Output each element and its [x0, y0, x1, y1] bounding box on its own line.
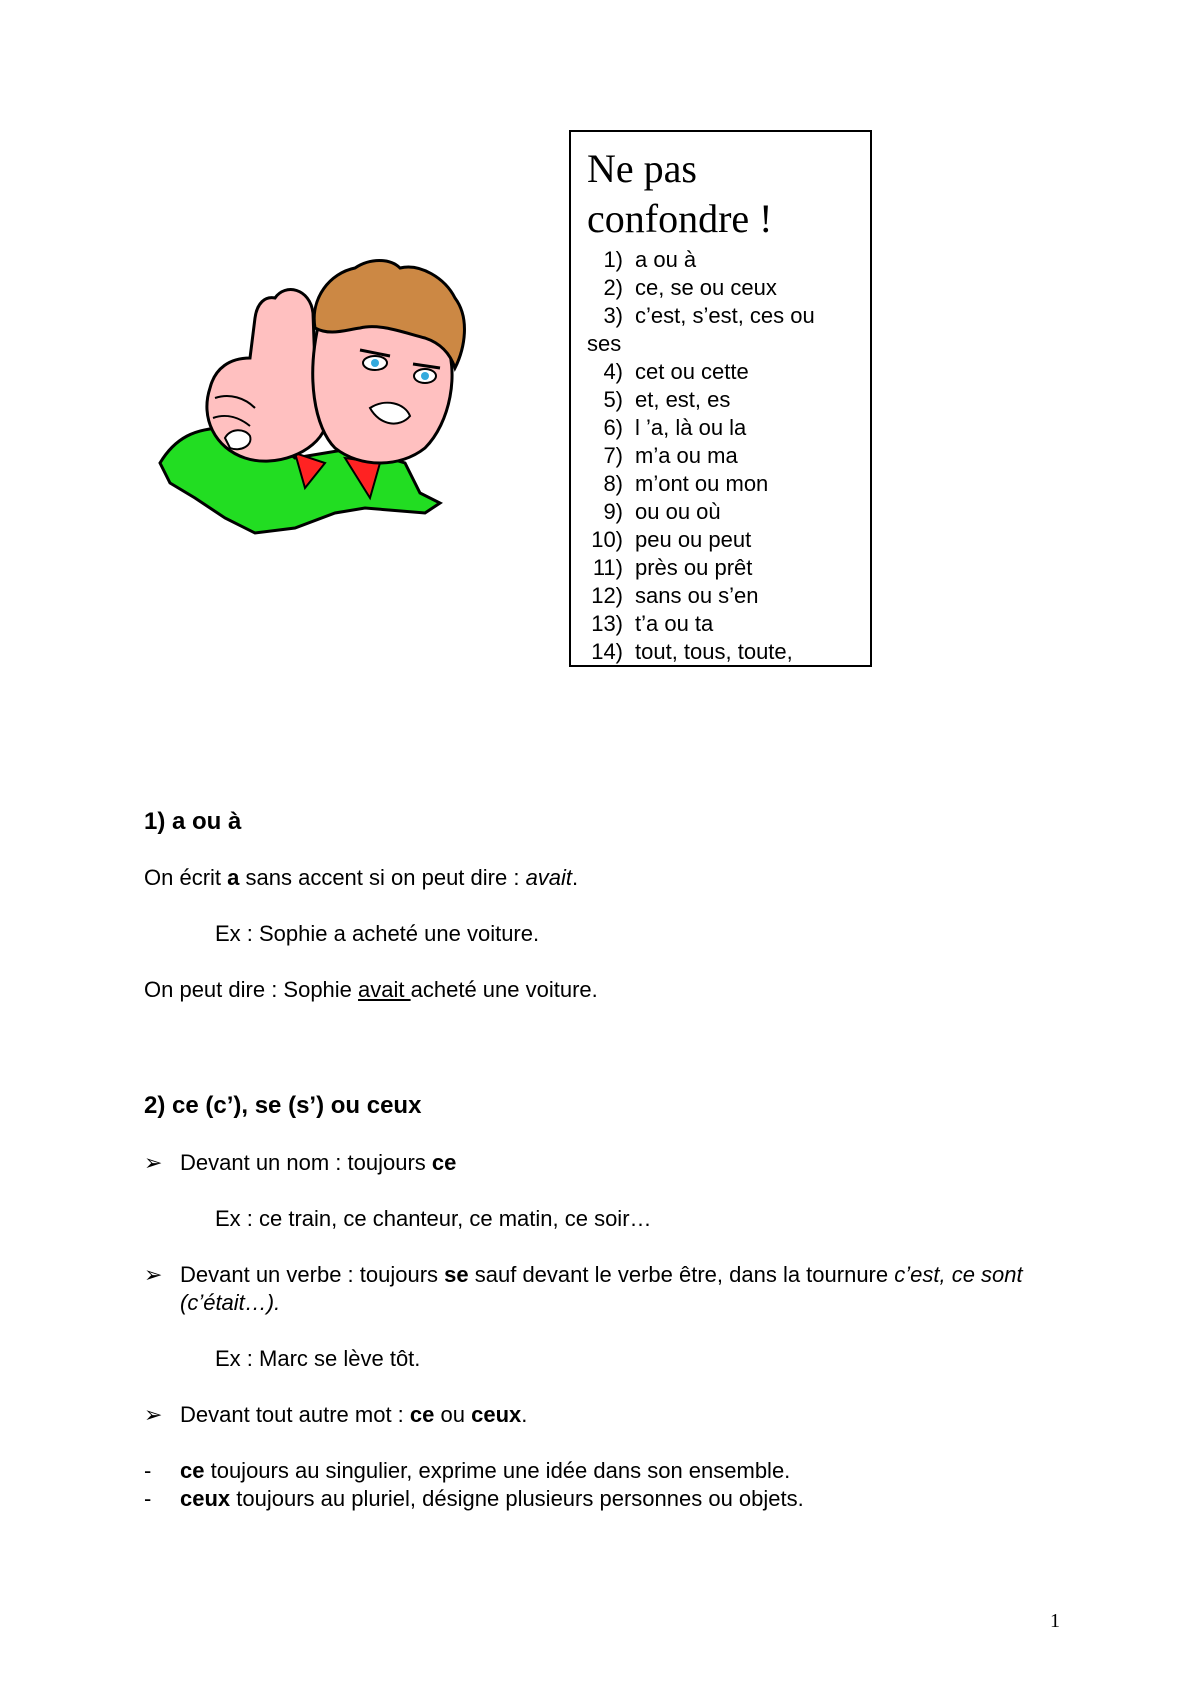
list-number: 8)	[603, 471, 623, 496]
list-text: m’a ou ma	[635, 443, 738, 468]
summary-list-item	[587, 386, 855, 414]
list-number: 12)	[591, 583, 623, 608]
arrow-bullet-icon: ➢	[144, 1402, 163, 1427]
list-text: et, est, es	[635, 387, 731, 412]
dash-bold: ce	[180, 1458, 205, 1483]
rule-italic-avait: avait	[525, 865, 573, 890]
summary-list-item	[587, 414, 855, 442]
summary-list-item	[587, 638, 855, 666]
bullet-text: Devant tout autre mot :	[180, 1402, 410, 1427]
list-number: 4)	[603, 359, 623, 384]
summary-list-item	[587, 358, 855, 386]
summary-list-item	[587, 582, 855, 610]
list-text: ou ou où	[635, 499, 721, 524]
list-number: 13)	[591, 611, 623, 636]
pointing-man-illustration	[155, 258, 515, 558]
rule-text: .	[572, 865, 579, 890]
list-text: peu ou peut	[635, 527, 752, 552]
summary-list	[587, 246, 855, 666]
list-text: c’est, s’est, ces ou ses	[587, 303, 815, 356]
list-number: 14)	[591, 639, 623, 664]
dash-bold: ceux	[180, 1486, 231, 1511]
bullet-bold: ce	[409, 1402, 435, 1427]
list-number: 9)	[603, 499, 623, 524]
example-noun: Ex : ce train, ce chanteur, ce matin, ce soir…	[215, 1206, 652, 1231]
list-text: l ’a, là ou la	[635, 415, 747, 440]
rule-bold-a: a	[227, 865, 240, 890]
list-number: 2)	[603, 275, 623, 300]
summary-list-item	[587, 302, 855, 358]
summary-list-item	[587, 274, 855, 302]
list-text: m’ont ou mon	[635, 471, 769, 496]
bullet-italic: c’est, ce sont (c’était…).	[180, 1262, 1023, 1315]
arrow-bullet-icon: ➢	[144, 1150, 163, 1175]
summary-list-item	[587, 246, 855, 274]
list-text: cet ou cette	[635, 359, 749, 384]
dash-bullet: -	[144, 1486, 152, 1511]
list-number: 5)	[603, 387, 623, 412]
bullet-other	[180, 1401, 1080, 1429]
bullet-bold: se	[444, 1262, 469, 1287]
paraphrase-text: On peut dire : Sophie	[144, 977, 359, 1002]
example-verb: Ex : Marc se lève tôt.	[215, 1346, 421, 1371]
summary-list-item	[587, 442, 855, 470]
bullet-bold: ceux	[471, 1402, 522, 1427]
page-number: 1	[1050, 1610, 1060, 1632]
bullet-verb	[180, 1261, 1080, 1317]
list-number: 11)	[592, 555, 623, 580]
list-number: 7)	[603, 443, 623, 468]
list-text: près ou prêt	[635, 555, 753, 580]
summary-list-item	[587, 470, 855, 498]
list-number: 6)	[603, 415, 623, 440]
dash-item-ceux	[180, 1485, 1080, 1513]
list-text: sans ou s’en	[635, 583, 759, 608]
paraphrase-underlined: avait	[358, 977, 411, 1002]
paraphrase-text: acheté une voiture.	[410, 977, 598, 1002]
summary-list-item	[587, 498, 855, 526]
dash-item-ce	[180, 1457, 1080, 1485]
section-1-paraphrase	[144, 976, 1084, 1004]
arrow-bullet-icon: ➢	[144, 1262, 163, 1287]
bullet-noun	[180, 1149, 1080, 1177]
dash-text: toujours au pluriel, désigne plusieurs personnes ou objets.	[230, 1486, 804, 1511]
list-number: 1)	[603, 247, 623, 272]
list-number: 10)	[591, 527, 623, 552]
summary-list-item	[587, 526, 855, 554]
section-2-heading: 2) ce (c’), se (s’) ou ceux	[144, 1092, 422, 1119]
bullet-text: ou	[434, 1402, 472, 1427]
dash-text: toujours au singulier, exprime une idée dans son ensemble.	[204, 1458, 791, 1483]
summary-box	[569, 130, 872, 667]
list-number: 3)	[603, 303, 623, 328]
list-text: a ou à	[635, 247, 697, 272]
summary-list-item	[587, 610, 855, 638]
bullet-text: Devant un verbe : toujours	[180, 1262, 445, 1287]
list-text: ce, se ou ceux	[635, 275, 777, 300]
summary-list-item	[587, 554, 855, 582]
list-text: tout, tous, toute,	[635, 639, 793, 664]
bullet-text: Devant un nom : toujours	[180, 1150, 432, 1175]
box-title: Ne pas confondre !	[587, 146, 773, 241]
bullet-text: sauf devant le verbe être, dans la tournure	[468, 1262, 895, 1287]
dash-bullet: -	[144, 1458, 152, 1483]
list-text: t’a ou ta	[635, 611, 714, 636]
section-1-example: Ex : Sophie a acheté une voiture.	[215, 921, 540, 946]
section-1-rule	[144, 864, 1084, 892]
rule-text: On écrit	[144, 865, 228, 890]
bullet-text: .	[521, 1402, 528, 1427]
bullet-bold: ce	[431, 1150, 457, 1175]
rule-text: sans accent si on peut dire :	[239, 865, 526, 890]
section-1-heading: 1) a ou à	[144, 808, 242, 835]
